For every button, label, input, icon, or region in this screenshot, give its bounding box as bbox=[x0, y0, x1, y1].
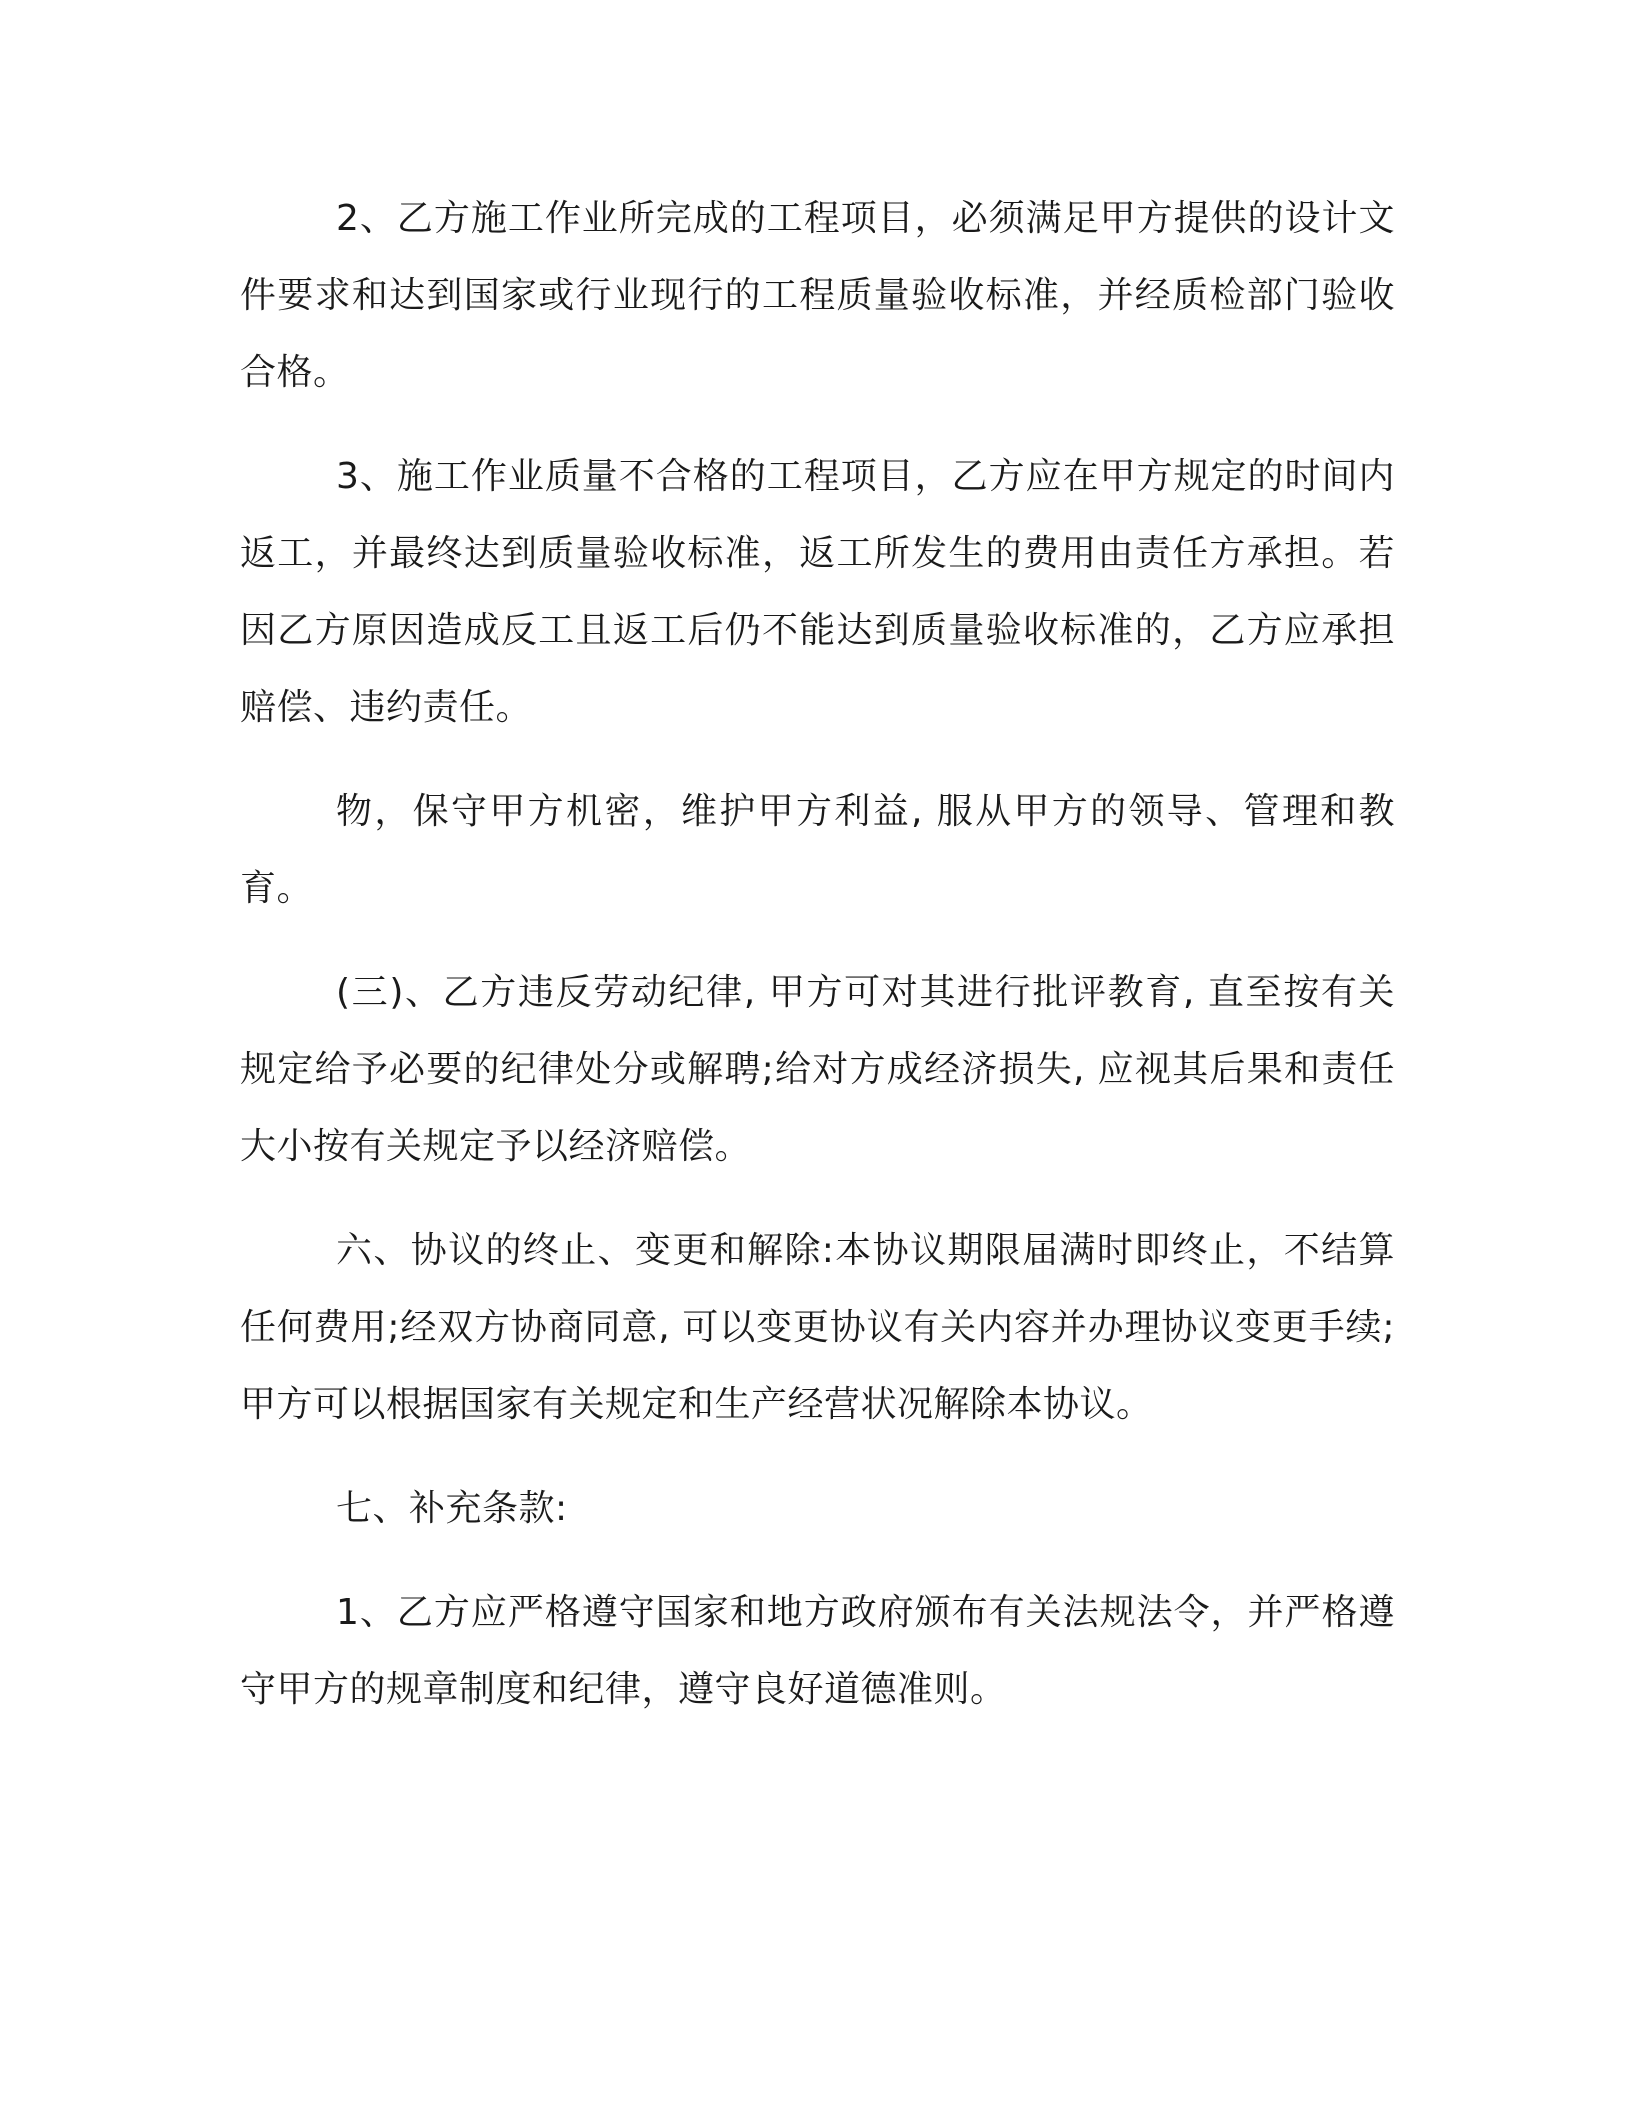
paragraph-supplementary-heading: 七、补充条款: bbox=[336, 1488, 568, 1529]
paragraph-quality-requirement: 2、乙方施工作业所完成的工程项目，必须满足甲方提供的设计文件要求和达到国家或行业现行的工程质量验收标准，并经质检部门验收合格。 bbox=[240, 198, 1395, 393]
paragraph-rework: 3、施工作业质量不合格的工程项目，乙方应在甲方规定的时间内返工，并最终达到质量验收标准，返工所发生的费用由责任方承担。若因乙方原因造成反工且返工后仍不能达到质量验收标准的，乙方应承担赔偿、违约责任。 bbox=[240, 456, 1395, 728]
paragraph-termination: 六、协议的终止、变更和解除:本协议期限届满时即终止，不结算任何费用;经双方协商同意, 可以变更协议有关内容并办理协议变更手续;甲方可以根据国家有关规定和生产经营状况解除本协议。 bbox=[240, 1230, 1395, 1425]
paragraph-confidentiality: 物，保守甲方机密，维护甲方利益, 服从甲方的领导、管理和教育。 bbox=[240, 791, 1395, 909]
document-body bbox=[240, 180, 1395, 1755]
paragraph-discipline: (三)、乙方违反劳动纪律, 甲方可对其进行批评教育, 直至按有关规定给予必要的纪律处分或解聘;给对方成经济损失, 应视其后果和责任大小按有关规定予以经济赔偿。 bbox=[240, 972, 1395, 1167]
paragraph-supplementary-1: 1、乙方应严格遵守国家和地方政府颁布有关法规法令，并严格遵守甲方的规章制度和纪律，遵守良好道德准则。 bbox=[240, 1592, 1395, 1710]
